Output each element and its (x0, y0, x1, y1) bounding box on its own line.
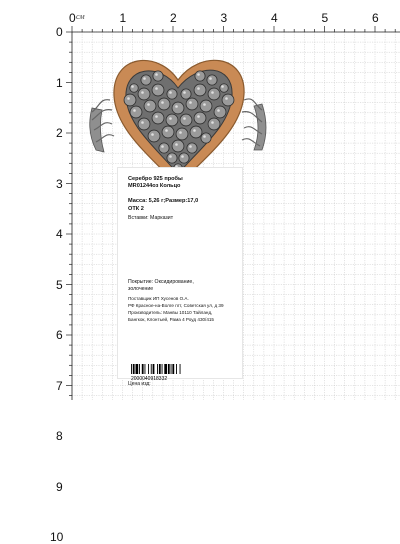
top-ruler-label: 3 (220, 11, 228, 25)
tag-manufacturer-address: Бангкок, Клонтьей, Рама 4 Роуд 430/415 (128, 317, 214, 322)
stone-highlight (141, 121, 144, 124)
tag-weight-size: Масса: 5,26 г;Размер:17,0 (128, 198, 199, 204)
marcasite-stone (208, 118, 220, 130)
top-ruler-label: 6 (372, 11, 379, 25)
marcasite-stone (186, 98, 198, 110)
marcasite-stone (201, 133, 211, 143)
marcasite-stone (130, 84, 139, 93)
stone-highlight (197, 87, 200, 90)
ruler-unit-label: см (76, 12, 85, 21)
tag-coating-2: золочение (128, 286, 154, 292)
left-ruler-label: 2 (56, 126, 63, 140)
marcasite-stone (144, 100, 156, 112)
marcasite-stone (214, 106, 226, 118)
left-ruler-label: 8 (56, 429, 63, 443)
marcasite-stone (190, 126, 202, 138)
marcasite-stone (141, 75, 151, 85)
marcasite-stone (152, 112, 164, 124)
barcode (131, 364, 197, 374)
product-tag (118, 168, 242, 387)
marcasite-stone (179, 153, 189, 163)
marcasite-stone (207, 75, 217, 85)
stone-highlight (175, 143, 178, 146)
marcasite-stone (222, 94, 234, 106)
barcode-bar (133, 364, 135, 374)
stone-highlight (143, 77, 146, 80)
top-ruler-label: 2 (170, 11, 177, 25)
marcasite-stone (176, 128, 188, 140)
marcasite-stone (167, 89, 177, 99)
tag-otk: ОТК 2 (128, 206, 144, 212)
stone-highlight (211, 121, 214, 124)
barcode-bar (131, 364, 132, 374)
barcode-bar (162, 364, 163, 374)
stone-highlight (165, 129, 168, 132)
marcasite-stone (187, 143, 197, 153)
stone-highlight (131, 85, 134, 88)
stone-highlight (161, 101, 164, 104)
left-ruler-label: 7 (56, 378, 63, 393)
barcode-bar (148, 364, 149, 374)
stone-highlight (161, 145, 164, 148)
marcasite-stone (153, 71, 163, 81)
left-ruler-label: 3 (56, 176, 63, 191)
barcode-bar (145, 364, 146, 374)
stone-highlight (189, 101, 192, 104)
marcasite-stone (158, 98, 170, 110)
stone-highlight (169, 117, 172, 120)
tag-article: MR01244оз Кольцо (128, 183, 181, 189)
left-ruler-label: 9 (56, 479, 63, 494)
barcode-number: 2000040918332 (131, 376, 168, 382)
marcasite-stone (200, 100, 212, 112)
barcode-bar (164, 364, 167, 374)
tag-address: РФ Красное-на-Волге пгт, Советская ул, д 39 (128, 303, 224, 308)
stone-highlight (197, 115, 200, 118)
barcode-bar (151, 364, 152, 374)
marcasite-stone (194, 84, 206, 96)
stone-highlight (155, 73, 158, 76)
barcode-bar (176, 364, 177, 374)
stone-highlight (203, 103, 206, 106)
barcode-bar (159, 364, 161, 374)
barcode-bar (136, 364, 139, 374)
stone-highlight (155, 87, 158, 90)
marcasite-stone (159, 143, 169, 153)
stone-highlight (217, 109, 220, 112)
barcode-bar (142, 364, 144, 374)
marcasite-stone (208, 88, 220, 100)
left-ruler-label: 6 (56, 328, 63, 342)
stone-highlight (181, 155, 184, 158)
marcasite-stone (194, 112, 206, 124)
stone-highlight (169, 91, 172, 94)
tag-manufacturer: Производитель: Манвы 10110 Тайланд, (128, 310, 213, 315)
stone-highlight (127, 97, 130, 100)
stone-highlight (183, 117, 186, 120)
marcasite-stone (172, 102, 184, 114)
top-ruler-label: 4 (271, 11, 278, 25)
stone-highlight (179, 131, 182, 134)
stone-highlight (133, 109, 136, 112)
top-ruler-label: 0 (69, 11, 76, 25)
left-ruler-label: 1 (56, 75, 63, 90)
marcasite-stone (162, 126, 174, 138)
stone-highlight (169, 155, 172, 158)
stone-highlight (203, 135, 206, 138)
top-ruler-label: 1 (119, 11, 127, 25)
marcasite-stone (180, 114, 192, 126)
barcode-bar (171, 364, 172, 374)
marcasite-stone (152, 84, 164, 96)
marcasite-stone (124, 94, 136, 106)
stone-highlight (197, 73, 200, 76)
barcode-bar (172, 364, 174, 374)
stone-highlight (155, 115, 158, 118)
left-ruler-label: 10 (50, 530, 64, 544)
tag-metal: Серебро 925 пробы (128, 176, 183, 182)
marcasite-stone (148, 130, 160, 142)
left-ruler-label: 0 (56, 25, 63, 39)
left-ruler-label: 4 (56, 227, 63, 241)
left-ruler-label: 5 (56, 277, 63, 292)
stone-highlight (189, 145, 192, 148)
marcasite-stone (172, 140, 184, 152)
stone-highlight (225, 97, 228, 100)
stone-highlight (221, 85, 224, 88)
stone-highlight (193, 129, 196, 132)
marcasite-stone (220, 84, 229, 93)
stone-highlight (175, 105, 178, 108)
stone-highlight (211, 91, 214, 94)
stone-highlight (183, 91, 186, 94)
top-ruler-label: 5 (321, 11, 329, 25)
marcasite-stone (166, 114, 178, 126)
marcasite-stone (138, 88, 150, 100)
stone-highlight (147, 103, 150, 106)
barcode-bar (153, 364, 155, 374)
barcode-bar (139, 364, 140, 374)
stone-highlight (151, 133, 154, 136)
marcasite-stone (138, 118, 150, 130)
barcode-bar (168, 364, 170, 374)
marcasite-stone (195, 71, 205, 81)
marcasite-stone (181, 89, 191, 99)
stone-highlight (141, 91, 144, 94)
barcode-bar (157, 364, 158, 374)
tag-price: Цена изд: (128, 381, 151, 387)
tag-supplier: Поставщик ИП Хусенов О.А. (128, 296, 189, 301)
tag-coating: Покрытие: Оксидирование, (128, 279, 194, 285)
stone-highlight (209, 77, 212, 80)
tag-inserts: Вставки: Марказит (128, 215, 174, 221)
barcode-bar (180, 364, 181, 374)
marcasite-stone (130, 106, 142, 118)
marcasite-stone (167, 153, 177, 163)
